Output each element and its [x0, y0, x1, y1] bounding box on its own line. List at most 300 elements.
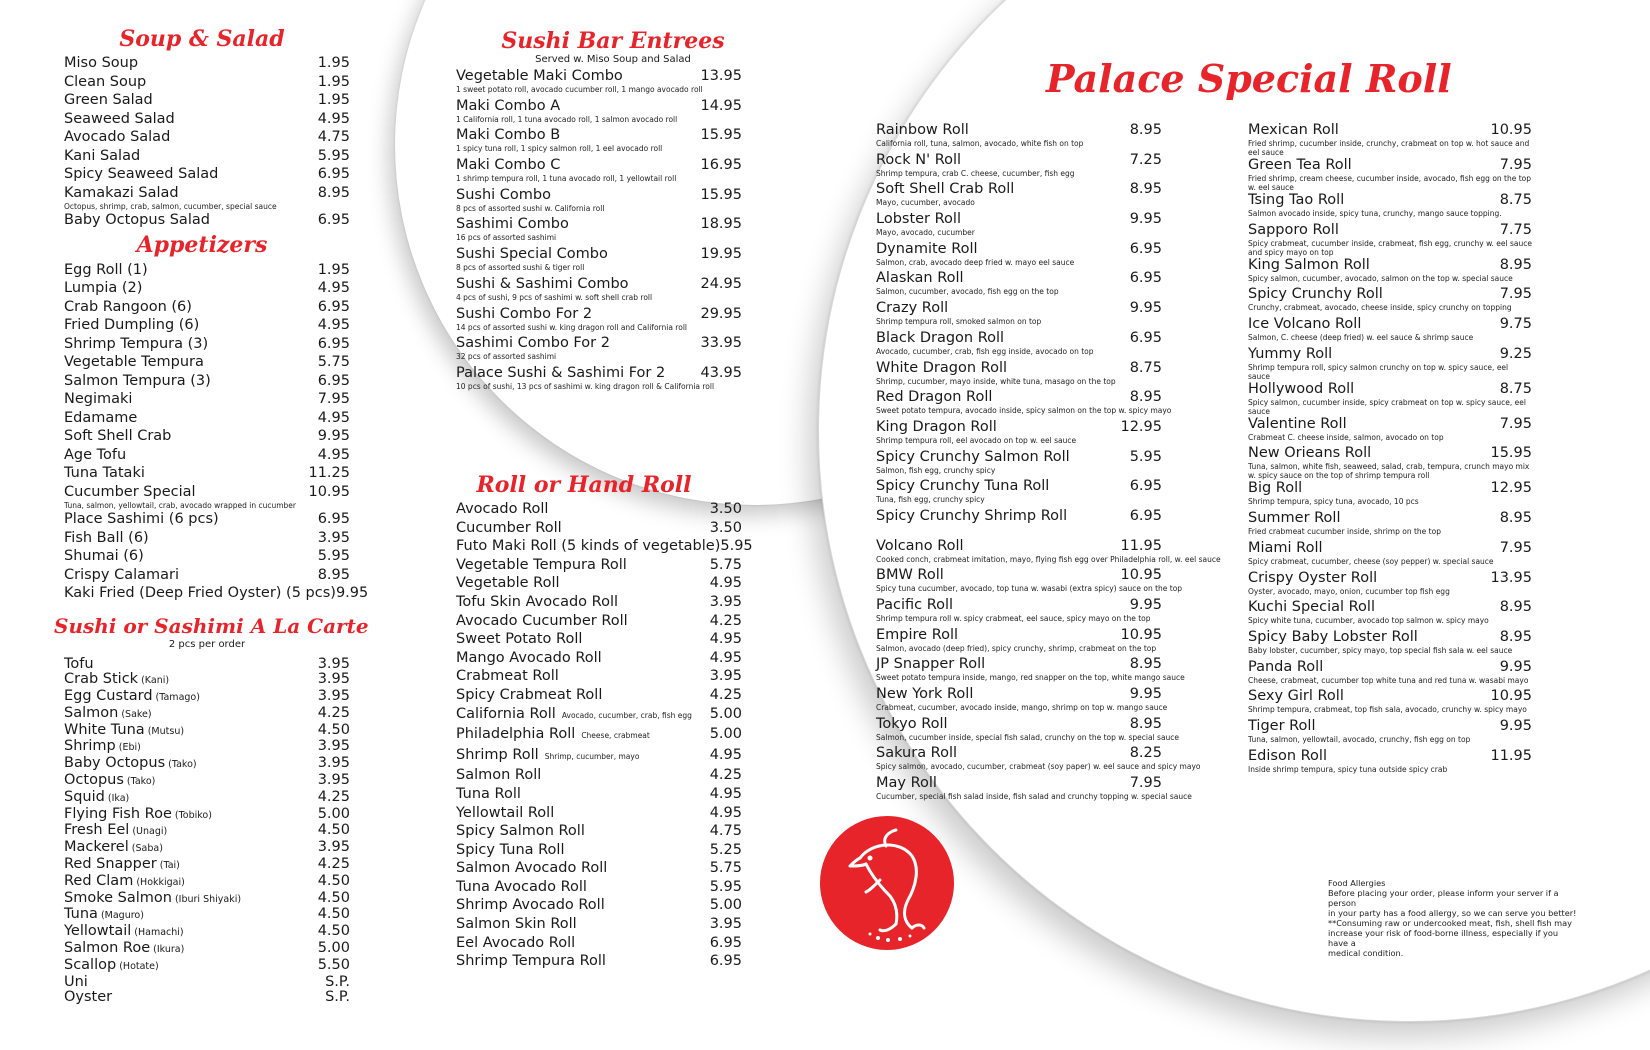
menu-item-price: 7.95	[1499, 157, 1532, 173]
menu-item-price: 8.75	[1499, 380, 1532, 397]
menu-item-row	[64, 279, 350, 298]
menu-item-name: Cucumber Roll	[456, 519, 562, 536]
menu-item-price: 8.75	[1129, 359, 1162, 376]
menu-item-name: Maki Combo C	[456, 157, 561, 174]
menu-item-price: 6.95	[317, 166, 350, 182]
menu-item-price: 8.25	[1129, 745, 1162, 762]
menu-item-description: Shrimp tempura roll, eel avocado on top w. eel sauce	[876, 435, 1077, 445]
menu-item-name: Maki Combo A	[456, 97, 561, 114]
menu-item-price: 8.75	[1499, 192, 1532, 208]
menu-item	[456, 705, 742, 726]
special-left-column	[876, 122, 1221, 805]
menu-item-description: Inside shrimp tempura, spicy tuna outside spicy crab	[1248, 764, 1448, 774]
menu-item-price: 4.75	[317, 129, 350, 145]
menu-item-row	[456, 187, 742, 204]
menu-item-price: 7.75	[1499, 221, 1532, 238]
menu-item-price: 3.95	[317, 671, 350, 688]
menu-item-row	[456, 306, 742, 323]
menu-item-description: 1 shrimp tempura roll, 1 tuna avocado roll, 1 yellowtail roll	[456, 174, 677, 184]
menu-item-price: 3.95	[317, 529, 350, 546]
menu-item-name: Sushi & Sashimi Combo	[456, 275, 629, 292]
menu-item-price: 4.95	[709, 649, 742, 666]
menu-item-description: Spicy tuna cucumber, avocado, top tuna w. wasabi (extra spicy) sauce on the top	[876, 584, 1183, 594]
special-left-list	[876, 122, 1221, 805]
menu-item-price: 10.95	[1490, 688, 1532, 705]
menu-item-description: Mayo, avocado, cucumber	[876, 228, 975, 238]
dolphin-logo-icon	[820, 816, 954, 950]
menu-item-price: 4.50	[317, 721, 350, 738]
soup-salad-title: Soup & Salad	[119, 26, 285, 52]
menu-item-description: Sweet potato tempura inside, mango, red snapper on the top, white mango sauce	[876, 673, 1185, 683]
menu-item	[64, 689, 350, 706]
menu-item-price: 4.25	[317, 704, 350, 721]
menu-item-description: Shrimp tempura roll, smoked salmon on top	[876, 317, 1042, 327]
menu-item-price: 7.25	[1129, 151, 1162, 168]
menu-item-name: Tuna Roll	[456, 785, 521, 802]
menu-item-row	[876, 775, 1162, 792]
menu-item-name: Spicy Crunchy Shrimp Roll	[876, 507, 1068, 524]
menu-item-name: Fresh Eel (Unagi)	[64, 822, 168, 839]
menu-item-name: Panda Roll	[1248, 658, 1324, 675]
menu-item-description: Spicy salmon, cucumber, avocado, salmon on the top w. special sauce	[1248, 273, 1513, 283]
menu-item-row	[456, 98, 742, 115]
menu-item-price: 9.75	[1499, 316, 1532, 333]
menu-item-row	[64, 990, 350, 1006]
menu-item-price: 9.95	[1129, 597, 1162, 613]
menu-item-name: King Salmon Roll	[1248, 256, 1370, 273]
a-la-carte-subtitle: 2 pcs per order	[168, 638, 246, 650]
menu-item-price: 13.95	[700, 68, 742, 84]
menu-item-row	[876, 627, 1162, 644]
menu-item-price: 4.25	[317, 856, 350, 873]
menu-item	[876, 745, 1201, 775]
menu-item-name: Clean Soup	[64, 73, 147, 90]
menu-item	[876, 419, 1162, 449]
menu-item-price: 5.75	[709, 860, 742, 877]
menu-item	[1248, 381, 1532, 416]
menu-item-row	[876, 152, 1162, 169]
menu-item-price: 15.95	[700, 127, 742, 144]
menu-item	[876, 478, 1162, 508]
menu-item	[64, 756, 350, 773]
special-right-column	[1248, 122, 1532, 777]
menu-item-name: Soft Shell Crab	[64, 428, 172, 444]
menu-item-row	[456, 686, 742, 705]
menu-item-row	[1248, 748, 1532, 765]
menu-item-row	[64, 891, 350, 908]
menu-item-name: Crispy Calamari	[64, 566, 179, 583]
menu-item	[1248, 629, 1532, 659]
menu-item-row	[64, 773, 350, 790]
menu-item-name: Edison Roll	[1248, 747, 1327, 764]
menu-item-row	[876, 508, 1162, 525]
menu-item-price: 7.95	[1499, 286, 1532, 303]
menu-item-price: 1.95	[317, 261, 350, 278]
menu-item-name: Sweet Potato Roll	[456, 631, 583, 648]
menu-item-description: Tuna, salmon, white fish, seaweed, salad, crab, tempura, crunch mayo mix w. spicy sauce on the top of shrimp tempura roll	[1248, 462, 1530, 481]
menu-item-inline-description: Cheese, crabmeat	[581, 731, 650, 741]
menu-item-price: 13.95	[1490, 569, 1532, 586]
allergy-line: medical condition.	[1328, 948, 1404, 958]
menu-item	[456, 934, 742, 953]
menu-item-description: 4 pcs of sushi, 9 pcs of sashimi w. soft shell crab roll	[456, 292, 653, 302]
menu-item-price: 8.95	[317, 566, 350, 583]
menu-item-row	[876, 241, 1162, 258]
menu-item-row	[1248, 416, 1532, 433]
menu-item-row	[456, 822, 742, 841]
menu-item-row	[64, 840, 350, 857]
menu-item	[64, 547, 350, 566]
menu-item-description: Spicy salmon, avocado, cucumber, crabmeat (soy paper) w. eel sauce and spicy mayo	[876, 762, 1201, 772]
allergy-line: **Consuming raw or undercooked meat, fish, shell fish may	[1328, 918, 1573, 928]
allergy-line: Before placing your order, please inform your server if a person	[1328, 888, 1559, 908]
menu-item	[1248, 286, 1532, 316]
menu-item-name: Tokyo Roll	[876, 715, 948, 732]
menu-item-price: S.P.	[325, 989, 350, 1006]
menu-item-japanese-name: (Kani)	[138, 675, 170, 687]
menu-item-description: 8 pcs of assorted sushi w. California roll	[456, 203, 605, 213]
menu-item-row	[64, 316, 350, 335]
menu-item-price: 4.50	[317, 872, 350, 889]
menu-item-japanese-name: (Ikura)	[150, 944, 185, 956]
menu-item	[1248, 659, 1532, 689]
menu-item-name: Shrimp (Ebi)	[64, 738, 141, 755]
menu-item-description: Shrimp tempura roll w. spicy crabmeat, eel sauce, spicy mayo on the top	[876, 614, 1151, 623]
menu-item-name: Salmon Skin Roll	[456, 916, 577, 933]
menu-item-japanese-name: (Tako)	[165, 759, 197, 771]
menu-item-row	[64, 464, 350, 483]
menu-item	[876, 241, 1162, 271]
a-la-carte-title: Sushi or Sashimi A La Carte	[54, 613, 369, 638]
menu-item-name: Flying Fish Roe (Tobiko)	[64, 805, 212, 822]
menu-item-price: 5.95	[709, 878, 742, 895]
menu-item	[1248, 718, 1532, 748]
menu-item-price: 4.95	[317, 446, 350, 463]
menu-item	[456, 593, 742, 612]
menu-item-row	[64, 584, 369, 603]
menu-item-price: 8.95	[1499, 599, 1532, 616]
menu-item-description: Salmon, C. cheese (deep fried) w. eel sauce & shrimp sauce	[1248, 333, 1474, 343]
menu-item-row	[64, 672, 350, 689]
menu-item	[64, 566, 350, 585]
menu-item-price: 6.95	[709, 934, 742, 951]
menu-item	[1248, 122, 1532, 157]
menu-item	[64, 409, 350, 428]
menu-item-row	[64, 353, 350, 372]
menu-item	[456, 276, 742, 306]
menu-item-price: 7.95	[1499, 415, 1532, 432]
menu-item-row	[456, 216, 742, 233]
menu-item-price: 1.95	[317, 55, 350, 71]
menu-item-name: Salmon Roll	[456, 767, 542, 784]
menu-item-row	[64, 261, 350, 280]
menu-item-japanese-name: (Unagi)	[129, 826, 168, 838]
menu-item-description: Cucumber, special fish salad inside, fish salad and crunchy topping w. special sauce	[876, 792, 1192, 802]
menu-item-row	[64, 510, 350, 529]
menu-item-row	[456, 725, 742, 746]
menu-item-row	[876, 478, 1162, 495]
menu-item-name: Spicy Crunchy Tuna Roll	[876, 478, 1050, 495]
menu-item-row	[64, 807, 350, 824]
palace-special-title: Palace Special Roll	[1046, 56, 1452, 101]
menu-item	[456, 915, 742, 934]
menu-item-name: Crazy Roll	[876, 300, 949, 317]
menu-item-row	[1248, 286, 1532, 303]
menu-item-description: Shrimp tempura, spicy tuna, avocado, 10 pcs	[1248, 497, 1419, 507]
menu-item	[64, 874, 350, 891]
menu-item-price: 10.95	[308, 483, 350, 500]
menu-item-row	[456, 859, 742, 878]
menu-item-name: Egg Roll (1)	[64, 261, 148, 278]
menu-item	[876, 686, 1168, 716]
menu-item	[64, 706, 350, 723]
menu-item-name: Crabmeat Roll	[456, 668, 559, 685]
menu-item	[876, 775, 1192, 805]
menu-item	[456, 667, 742, 686]
menu-item-price: 6.95	[317, 372, 350, 389]
menu-item-name: Tofu Skin Avocado Roll	[456, 593, 619, 610]
menu-item-description: Shrimp tempura, crab C. cheese, cucumber, fish egg	[876, 168, 1075, 178]
menu-item-row	[1248, 381, 1532, 398]
menu-item	[1248, 192, 1532, 222]
menu-item-japanese-name: (Tobiko)	[171, 809, 212, 821]
menu-item	[64, 110, 350, 129]
menu-item-name: Spicy Salmon Roll	[456, 823, 585, 840]
menu-item-name: Hollywood Roll	[1248, 380, 1355, 397]
sushi-bar-title: Sushi Bar Entrees	[501, 28, 725, 54]
menu-item	[456, 519, 742, 538]
menu-item-name: Maki Combo B	[456, 127, 561, 144]
menu-item-name: Sexy Girl Roll	[1248, 688, 1344, 705]
menu-item-price: 6.95	[1129, 478, 1162, 495]
menu-item-row	[1248, 346, 1532, 363]
menu-item-name: Lumpia (2)	[64, 280, 143, 296]
allergy-line: increase your risk of food-borne illness, especially if you have a	[1328, 928, 1559, 948]
roll-hand-roll-title: Roll or Hand Roll	[476, 472, 692, 498]
menu-item-price: 8.95	[1129, 122, 1162, 138]
menu-item-price: 4.25	[317, 788, 350, 805]
menu-item-price: 3.95	[317, 772, 350, 789]
menu-item-row	[64, 756, 350, 773]
menu-item	[64, 529, 350, 548]
menu-item	[456, 335, 742, 365]
menu-item-price: 4.50	[317, 906, 350, 923]
menu-item-description: Cheese, crabmeat, cucumber top white tuna and red tuna w. wasabi mayo	[1248, 675, 1529, 685]
menu-item	[876, 567, 1183, 597]
menu-item	[64, 790, 350, 807]
menu-item-name: Ice Volcano Roll	[1248, 316, 1362, 333]
menu-item-price: 8.95	[317, 184, 350, 201]
menu-item-row	[876, 389, 1162, 406]
menu-item-name: Red Dragon Roll	[876, 389, 993, 406]
menu-item-name: New Orieans Roll	[1248, 445, 1372, 462]
menu-item-price: 11.25	[308, 465, 350, 481]
menu-item	[876, 300, 1162, 330]
menu-item-description: Baby lobster, cucumber, spicy mayo, top special fish sala w. eel sauce	[1248, 645, 1513, 655]
menu-item-name: Soft Shell Crab Roll	[876, 181, 1015, 198]
menu-item	[64, 464, 350, 483]
menu-item-name: Volcano Roll	[876, 537, 964, 554]
menu-item-description: 1 sweet potato roll, avocado cucumber roll, 1 mango avocado roll	[456, 85, 703, 94]
menu-item-row	[456, 556, 742, 575]
menu-item-price: 1.95	[317, 73, 350, 90]
menu-item	[876, 330, 1162, 360]
menu-item-row	[456, 68, 742, 85]
menu-item-row	[64, 409, 350, 428]
menu-item-description: Shrimp, cucumber, mayo inside, white tuna, masago on the top	[876, 376, 1116, 386]
menu-item-row	[456, 246, 742, 263]
menu-item-name: New York Roll	[876, 686, 974, 703]
menu-item-name: Salmon Avocado Roll	[456, 860, 608, 877]
menu-item-row	[64, 128, 350, 147]
menu-item	[456, 246, 742, 276]
menu-item	[64, 857, 350, 874]
menu-item-row	[456, 276, 742, 293]
menu-item-name: Baby Octopus (Tako)	[64, 755, 197, 772]
menu-item-name: Summer Roll	[1248, 510, 1341, 527]
menu-item	[456, 216, 742, 246]
menu-item-name: Shrimp Tempura Roll	[456, 953, 606, 970]
menu-item-name: Eel Avocado Roll	[456, 934, 576, 951]
menu-item-price: 7.95	[1129, 775, 1162, 792]
menu-item-row	[64, 211, 350, 230]
menu-item	[64, 672, 350, 689]
menu-item-row	[64, 335, 350, 354]
roll-column	[456, 472, 753, 971]
menu-item	[456, 896, 742, 915]
menu-item	[876, 537, 1221, 568]
menu-item-price: 6.95	[317, 212, 350, 228]
menu-item-price: 4.95	[709, 785, 742, 802]
menu-item	[1248, 510, 1532, 540]
menu-item	[1248, 480, 1532, 510]
menu-item-row	[64, 941, 350, 958]
menu-item-price: S.P.	[325, 973, 350, 990]
menu-item	[456, 878, 742, 897]
menu-item-row	[876, 330, 1162, 347]
menu-item-name: Mackerel (Saba)	[64, 839, 163, 856]
menu-item-price: 4.95	[317, 317, 350, 333]
menu-item-row	[64, 73, 350, 92]
menu-item-name: May Roll	[876, 775, 937, 792]
menu-item-row	[1248, 316, 1532, 333]
menu-item-japanese-name: (Ebi)	[115, 742, 141, 754]
menu-item-price: 10.95	[1490, 122, 1532, 138]
menu-item-row	[876, 449, 1162, 466]
menu-item	[456, 785, 742, 804]
menu-item-row	[64, 483, 350, 502]
menu-item	[456, 725, 742, 746]
menu-item	[1248, 157, 1532, 192]
menu-item-name: Mexican Roll	[1248, 122, 1339, 138]
menu-item-name: Avocado Cucumber Roll	[456, 612, 628, 629]
menu-item-description: Tuna, salmon, yellowtail, avocado, crunchy, fish egg on top	[1248, 734, 1471, 744]
menu-item	[456, 68, 742, 98]
menu-item-price: 6.95	[1129, 329, 1162, 346]
menu-item	[64, 657, 350, 673]
menu-item-row	[1248, 257, 1532, 274]
menu-item-description: 8 pcs of assorted sushi & tiger roll	[456, 263, 585, 273]
menu-item-price: 6.95	[317, 298, 350, 315]
menu-item-name: Pacific Roll	[876, 597, 954, 613]
menu-item-description: Cooked conch, crabmeat imitation, mayo, flying fish egg over Philadelphia roll, w. eel sauce	[876, 554, 1221, 564]
menu-item-description: Salmon, cucumber, avocado, fish egg on the top	[876, 287, 1059, 297]
menu-item-name: Vegetable Tempura	[64, 354, 204, 370]
menu-item	[64, 941, 350, 958]
menu-item-name: Kaki Fried (Deep Fried Oyster) (5 pcs)	[64, 585, 336, 601]
menu-item	[64, 73, 350, 92]
menu-item-name: Empire Roll	[876, 626, 959, 643]
menu-item	[64, 128, 350, 147]
menu-item	[876, 715, 1180, 746]
menu-item	[64, 261, 350, 280]
menu-item-name: Uni	[64, 973, 88, 990]
menu-item-price: 3.95	[317, 655, 350, 672]
menu-item-price: 5.25	[709, 841, 742, 858]
menu-item-row	[456, 519, 742, 538]
menu-item-description: Shrimp tempura, crabmeat, top fish sala, avocado, crunchy w. spicy mayo	[1248, 705, 1527, 715]
menu-item-name: Shrimp Tempura (3)	[64, 335, 209, 352]
menu-item-row	[876, 597, 1162, 614]
menu-item-price: 14.95	[700, 97, 742, 114]
menu-item-name: Smoke Salmon (Iburi Shiyaki)	[64, 889, 242, 906]
allergy-line: Food Allergies	[1328, 878, 1386, 888]
menu-item-price: 6.95	[709, 953, 742, 970]
menu-item-name: Mango Avocado Roll	[456, 649, 602, 666]
menu-item-name: Shrimp Roll Shrimp, cucumber, mayo	[456, 746, 640, 763]
menu-item-row	[876, 538, 1162, 555]
menu-item-price: 9.95	[1499, 717, 1532, 734]
menu-item	[876, 508, 1162, 538]
menu-item-row	[1248, 659, 1532, 676]
menu-item-name: Philadelphia Roll Cheese, crabmeat	[456, 726, 650, 743]
menu-item-row	[64, 184, 350, 203]
menu-item-price: 4.95	[317, 110, 350, 127]
menu-item-price: 5.95	[1129, 448, 1162, 465]
menu-item-row	[64, 657, 350, 673]
menu-item-price: 5.00	[709, 726, 742, 743]
menu-item-name: Rock N' Roll	[876, 151, 962, 168]
menu-item-japanese-name: (Iburi Shiyaki)	[171, 893, 242, 905]
menu-item-name: King Dragon Roll	[876, 418, 997, 435]
menu-item-price: 4.95	[317, 409, 350, 426]
menu-item-name: Sushi Special Combo	[456, 246, 608, 263]
menu-item	[456, 952, 742, 971]
menu-item-row	[1248, 688, 1532, 705]
menu-item-price: 5.50	[317, 956, 350, 973]
menu-item-row	[64, 689, 350, 706]
menu-item-row	[64, 427, 350, 446]
menu-item-price: 4.25	[709, 686, 742, 703]
menu-item-name: Crispy Oyster Roll	[1248, 569, 1378, 586]
menu-item-name: Alaskan Roll	[876, 270, 964, 287]
menu-item	[456, 537, 753, 556]
menu-item-price: 8.95	[1129, 389, 1162, 406]
menu-item-price: 10.95	[1120, 626, 1162, 643]
special-right-list	[1248, 122, 1532, 777]
menu-item-row	[876, 211, 1162, 228]
menu-item	[876, 152, 1162, 182]
menu-item-inline-description: Shrimp, cucumber, mayo	[544, 751, 640, 761]
menu-item	[876, 627, 1162, 657]
menu-item-row	[456, 705, 742, 726]
sushi-bar-subtitle: Served w. Miso Soup and Salad	[535, 54, 691, 65]
menu-item-japanese-name: (Maguro)	[97, 910, 144, 922]
menu-item-name: Green Tea Roll	[1248, 157, 1352, 173]
menu-item-name: Red Clam (Hokkigai)	[64, 872, 185, 889]
menu-item-price: 12.95	[1120, 418, 1162, 435]
menu-item-row	[64, 739, 350, 756]
